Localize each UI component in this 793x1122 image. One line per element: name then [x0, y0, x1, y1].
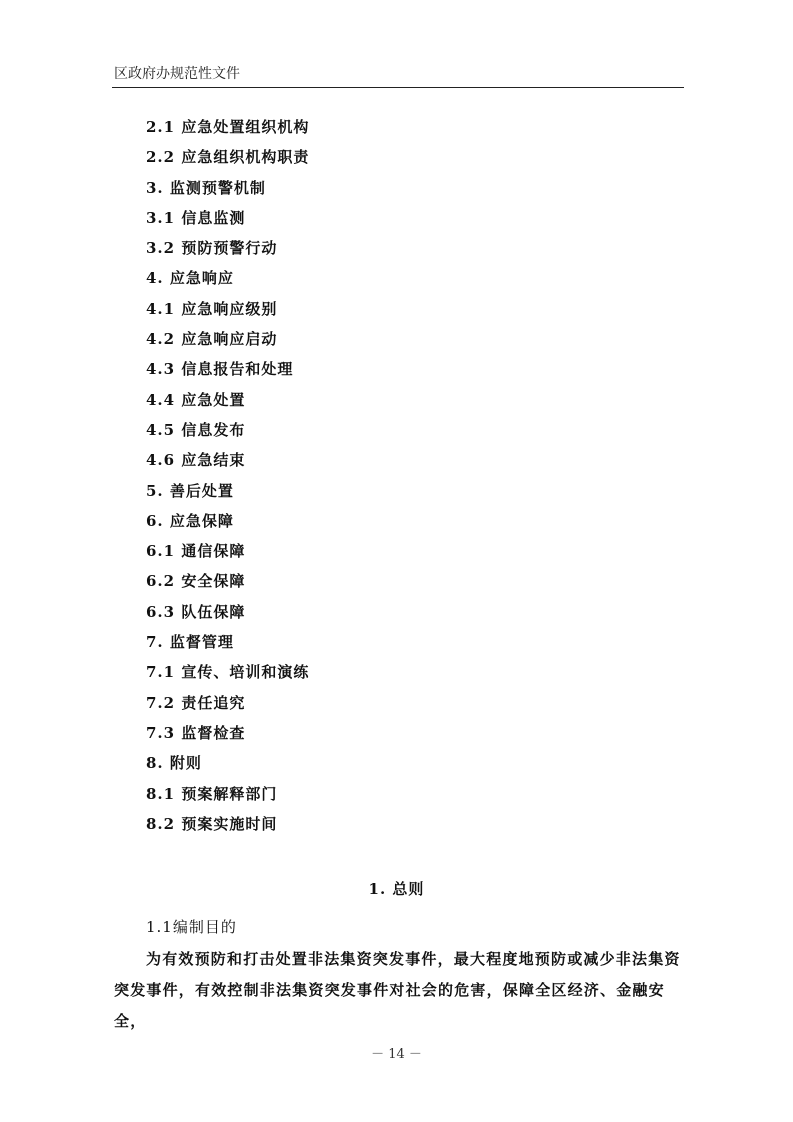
toc-item: 2.2 应急组织机构职责 [146, 148, 310, 167]
toc-item: 4.2 应急响应启动 [146, 330, 278, 349]
toc-item: 4.1 应急响应级别 [146, 299, 278, 318]
toc-item: 2.1 应急处置组织机构 [146, 118, 310, 136]
toc-item: 4.3 信息报告和处理 [146, 360, 294, 379]
section-heading: 1. 总则 [368, 880, 425, 898]
document-header-title: 区政府办规范性文件 [114, 66, 240, 82]
toc-item: 7. 监督管理 [146, 633, 234, 652]
subsection-heading: 1.1编制目的 [146, 918, 237, 936]
toc-item: 7.2 责任追究 [146, 693, 246, 712]
toc-item: 8.1 预案解释部门 [146, 784, 278, 803]
toc-item: 8.2 预案实施时间 [146, 814, 278, 833]
table-of-contents [146, 112, 309, 839]
body-paragraph: 为有效预防和打击处置非法集资突发事件，最大程度地预防或减少非法集资突发事件，有效控制非法集资突发事件对社会的危害，保障全区经济、金融安全， [114, 950, 681, 1030]
toc-item: 4.5 信息发布 [146, 420, 246, 439]
toc-item: 5. 善后处置 [146, 481, 234, 500]
toc-item: 8. 附则 [146, 754, 202, 773]
toc-item: 3.1 信息监测 [146, 208, 246, 227]
toc-item: 3. 监测预警机制 [146, 178, 266, 197]
toc-item: 6. 应急保障 [146, 511, 234, 530]
toc-item: 7.3 监督检查 [146, 723, 246, 742]
page-number: － 14 － [371, 1047, 422, 1062]
header-divider [112, 87, 684, 88]
toc-item: 6.2 安全保障 [146, 572, 246, 591]
toc-item: 6.1 通信保障 [146, 542, 246, 561]
toc-item: 4.4 应急处置 [146, 390, 246, 409]
toc-item: 7.1 宣传、培训和演练 [146, 663, 310, 682]
toc-item: 6.3 队伍保障 [146, 602, 246, 621]
toc-item: 4. 应急响应 [146, 269, 234, 288]
toc-item: 4.6 应急结束 [146, 451, 246, 470]
toc-item: 3.2 预防预警行动 [146, 239, 278, 258]
